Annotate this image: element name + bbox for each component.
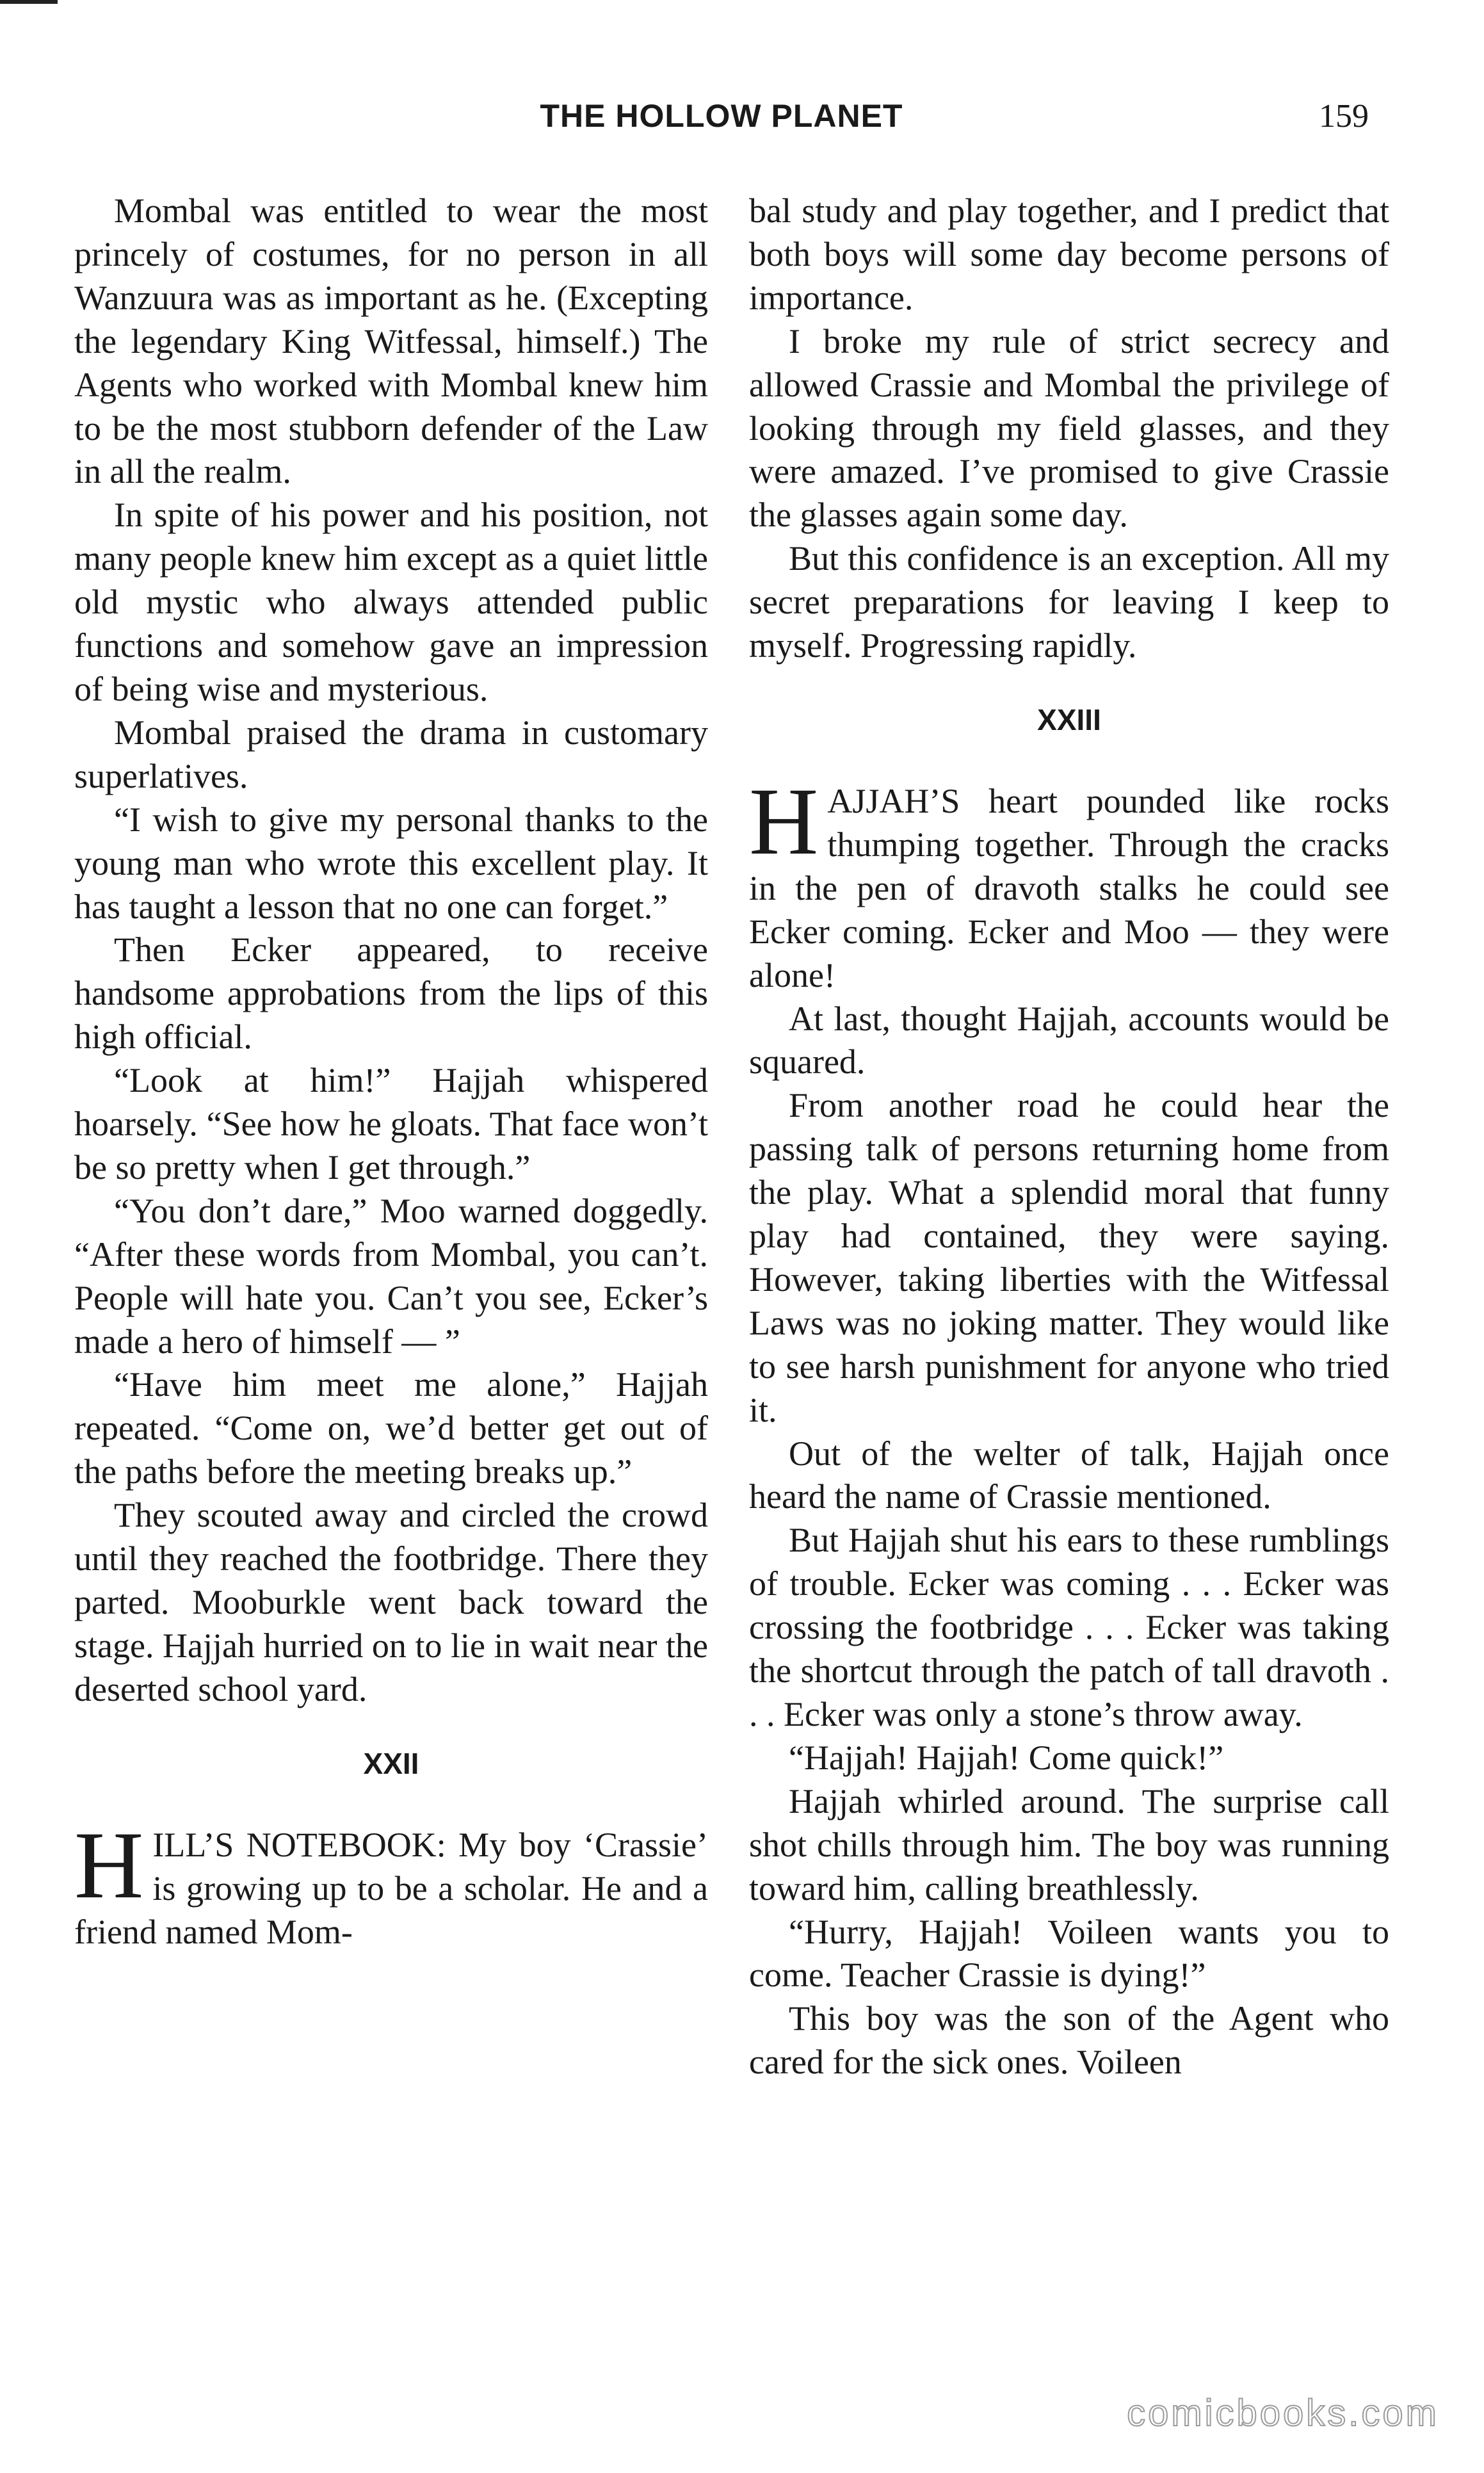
- paragraph: “Hajjah! Hajjah! Come quick!”: [789, 1738, 1224, 1777]
- continued-paragraph: bal study and play together, and I predict that both boys will some day become persons of importance.: [749, 191, 1389, 317]
- section-heading-xxii: XXII: [363, 1746, 419, 1780]
- paragraph: “Have him meet me alone,” Hajjah repeated. “Come on, we’d better get out of the paths before the meeting breaks up.”: [74, 1365, 708, 1491]
- paragraph: But this confidence is an exception. All my secret preparations for leaving I keep to myself. Progressing rapidly.: [749, 539, 1389, 665]
- paragraph: From another road he could hear the passing talk of persons returning home from the play. What a splendid moral that funny play had contained, they were saying. However, taking liberties with the Witfessal Laws was no joking matter. They would like to see harsh punishment for anyone who tried it.: [749, 1086, 1389, 1429]
- paragraph: Out of the welter of talk, Hajjah once heard the name of Crassie mentioned.: [749, 1434, 1389, 1516]
- lead-in: ILL’S NOTEBOOK:: [152, 1825, 446, 1864]
- running-title: THE HOLLOW PLANET: [540, 98, 903, 134]
- top-rule: [0, 0, 58, 4]
- paragraph: “You don’t dare,” Moo warned doggedly. “After these words from Mombal, you can’t. People will hate you. Can’t you see, Ecker’s made a hero of himself — ”: [74, 1191, 708, 1361]
- paragraph: Hajjah whirled around. The surprise call shot chills through him. The boy was running toward him, calling breathlessly.: [749, 1781, 1389, 1908]
- page-number: 159: [1319, 98, 1369, 134]
- paragraph: “Hurry, Hajjah! Voileen wants you to come. Teacher Crassie is dying!”: [749, 1912, 1389, 1995]
- right-column: [749, 190, 1389, 2084]
- paragraph: “Look at him!” Hajjah whispered hoarsely. “See how he gloats. That face won’t be so pretty when I get through.”: [74, 1061, 708, 1187]
- paragraph: But Hajjah shut his ears to these rumblings of trouble. Ecker was coming . . . Ecker was crossing the footbridge . . . Ecker was taking the shortcut through the patch of tall dravoth . . . Ecker was only a stone’s throw away.: [749, 1521, 1389, 1733]
- drop-cap: H: [749, 768, 819, 875]
- drop-cap: H: [74, 1812, 144, 1918]
- section-opening-paragraph: [74, 1812, 708, 1954]
- paragraph-text: My boy ‘Crassie’ is growing up to be a scholar. He and a friend named Mom-: [74, 1825, 708, 1951]
- paragraph: They scouted away and circled the crowd until they reached the footbridge. There they parted. Mooburkle went back toward the stage. Hajjah hurried on to lie in wait near the deserted school yard.: [74, 1496, 708, 1708]
- lead-in: AJJAH’S: [827, 781, 960, 820]
- paragraph: At last, thought Hajjah, accounts would be squared.: [749, 999, 1389, 1082]
- paragraph: “I wish to give my personal thanks to the young man who wrote this excellent play. It has taught a lesson that no one can forget.”: [74, 800, 708, 926]
- paragraph: In spite of his power and his position, not many people knew him except as a quiet little old mystic who always attended public functions and somehow gave an impression of being wise and mysterious.: [74, 496, 708, 708]
- left-column: [74, 190, 708, 1954]
- paragraph: I broke my rule of strict secrecy and allowed Crassie and Mombal the privilege of looking through my field glasses, and they were amazed. I’ve promised to give Crassie the glasses again some day.: [749, 321, 1389, 535]
- section-heading-xxiii: XXIII: [1037, 702, 1101, 736]
- paragraph: Mombal praised the drama in customary superlatives.: [74, 713, 708, 795]
- section-opening-paragraph: [749, 768, 1389, 998]
- paragraph: This boy was the son of the Agent who cared for the sick ones. Voileen: [749, 1999, 1389, 2082]
- paragraph: Then Ecker appeared, to receive handsome approbations from the lips of this high official.: [74, 930, 708, 1057]
- paragraph-text: heart pounded like rocks thumping together. Through the cracks in the pen of dravoth stalks he could see Ecker coming. Ecker and Moo — they were alone!: [749, 781, 1389, 994]
- watermark-logo: comicbooks.com: [1127, 2392, 1439, 2434]
- running-head: [74, 97, 1369, 155]
- paragraph: Mombal was entitled to wear the most princely of costumes, for no person in all Wanzuura was as important as he. (Excepting the legendary King Witfessal, himself.) The Agents who worked with Mombal knew him to be the most stubborn defender of the Law in all the realm.: [74, 191, 708, 491]
